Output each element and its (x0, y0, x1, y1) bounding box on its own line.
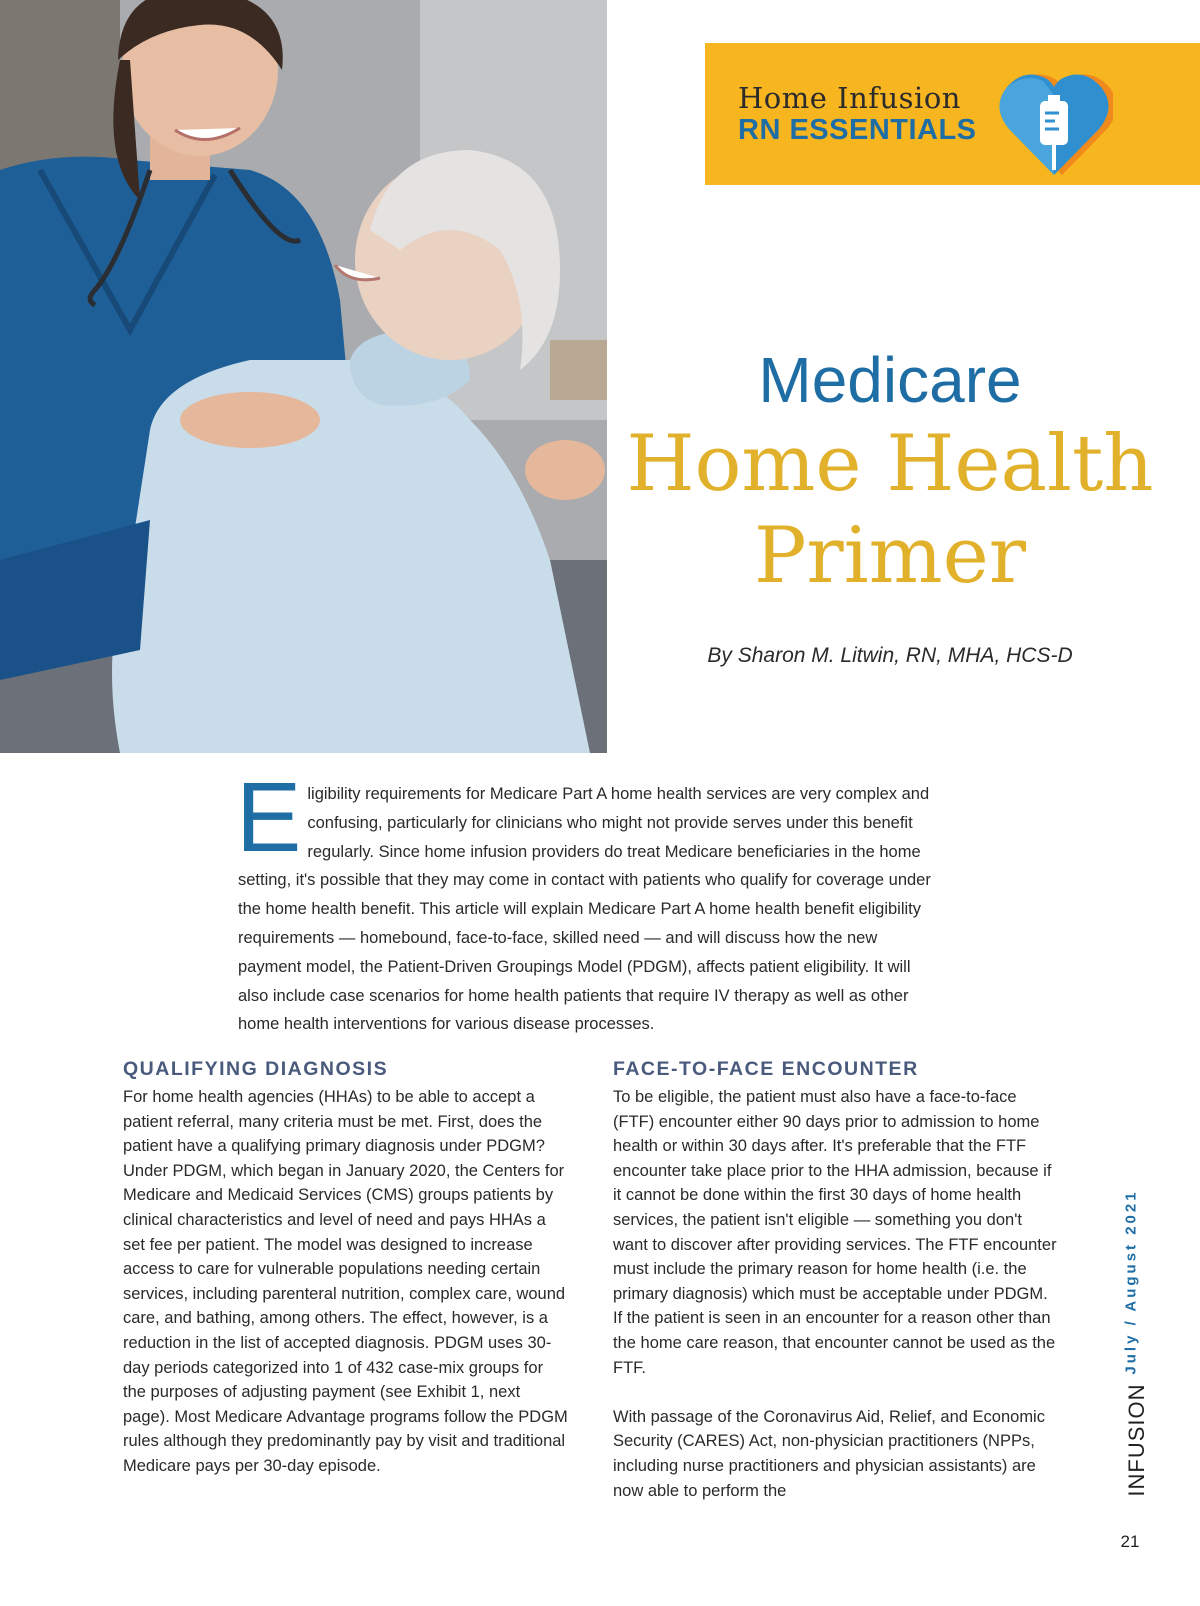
badge-title: Home Infusion (738, 81, 961, 115)
iv-bag-heart-icon (995, 65, 1113, 183)
nurse-patient-illustration (0, 0, 607, 753)
magazine-brand (1124, 1383, 1150, 1497)
article-title-line1: Medicare (758, 344, 1022, 416)
right-column-body-1: To be eligible, the patient must also have a face-to-face (FTF) encounter either 90 days prior to admission to home health or within 30 days after. It's preferable that the FTF encounter take place prior to the HHA admission, because if it cannot be done within the first 30 days of home health services, the patient isn't eligible — something you don't want to discover after providing services. The FTF encounter must include the primary reason for home health (i.e. the primary diagnosis) which must be acceptable under PDGM. If the patient is seen in an encounter for a reason other than the home care reason, that encounter cannot be used as the FTF. (613, 1088, 1057, 1377)
drop-cap: E (236, 762, 302, 872)
page-number: 21 (1120, 1532, 1140, 1551)
right-column (613, 1058, 1058, 1503)
issue-date-text: July / August 2021 (1122, 1189, 1140, 1375)
left-column-body: For home health agencies (HHAs) to be able to accept a patient referral, many criteria must be met. First, does the patient have a qualifying primary diagnosis under PDGM? Under PDGM, which began in January 2020, the Centers for Medicare and Medicaid Services (CMS) groups patients by clinical characteristics and level of need and pays HHAs a set fee per patient. The model was designed to increase access to care for vulnerable populations needing certain services, including parenteral nutrition, complex care, wound care, and bathing, among others. The effect, however, is a reduction in the list of accepted diagnosis. PDGM uses 30-day periods categorized into 1 of 432 case-mix groups for the purposes of adjusting payment (see Exhibit 1, next page). Most Medicare Advantage programs follow the PDGM rules although they predominantly pay by visit and traditional Medicare pays per 30-day episode. (123, 1088, 568, 1475)
right-column-body-2: With passage of the Coronavirus Aid, Relief, and Economic Security (CARES) Act, non-physician practitioners (NPPs, including nurse practitioners and physician assistants) are now able to perform the (613, 1407, 1045, 1500)
article-title-line2 (618, 418, 1162, 602)
section-badge (705, 43, 1200, 185)
badge-subtitle: RN ESSENTIALS (738, 114, 977, 146)
article-title-home-health: Home Health (626, 419, 1154, 509)
section-heading-face-to-face: FACE-TO-FACE ENCOUNTER (613, 1058, 919, 1080)
byline: By Sharon M. Litwin, RN, MHA, HCS-D (707, 644, 1073, 667)
article-title-primer: Primer (753, 511, 1027, 601)
magazine-brand-text: INFUSION (1124, 1383, 1149, 1497)
left-column (123, 1058, 568, 1479)
hero-photo (0, 0, 607, 753)
intro-text: ligibility requirements for Medicare Part A home health services are very complex and confusing, particularly for clinicians who might not provide serves under this benefit regularly. Since home infusion providers do treat Medicare beneficiaries in the home setting, it's possible that they may come in contact with patients who qualify for coverage under the home health benefit. This article will explain Medicare Part A home health benefit eligibility requirements — homebound, face-to-face, skilled need — and will discuss how the new payment model, the Patient-Driven Groupings Model (PDGM), affects patient eligibility. It will also include case scenarios for home health patients that require IV therapy as well as other home health interventions for various disease processes. (238, 785, 931, 1034)
section-heading-qualifying-diagnosis: QUALIFYING DIAGNOSIS (123, 1058, 389, 1080)
issue-date (1120, 1189, 1142, 1375)
intro-paragraph (236, 762, 938, 1039)
